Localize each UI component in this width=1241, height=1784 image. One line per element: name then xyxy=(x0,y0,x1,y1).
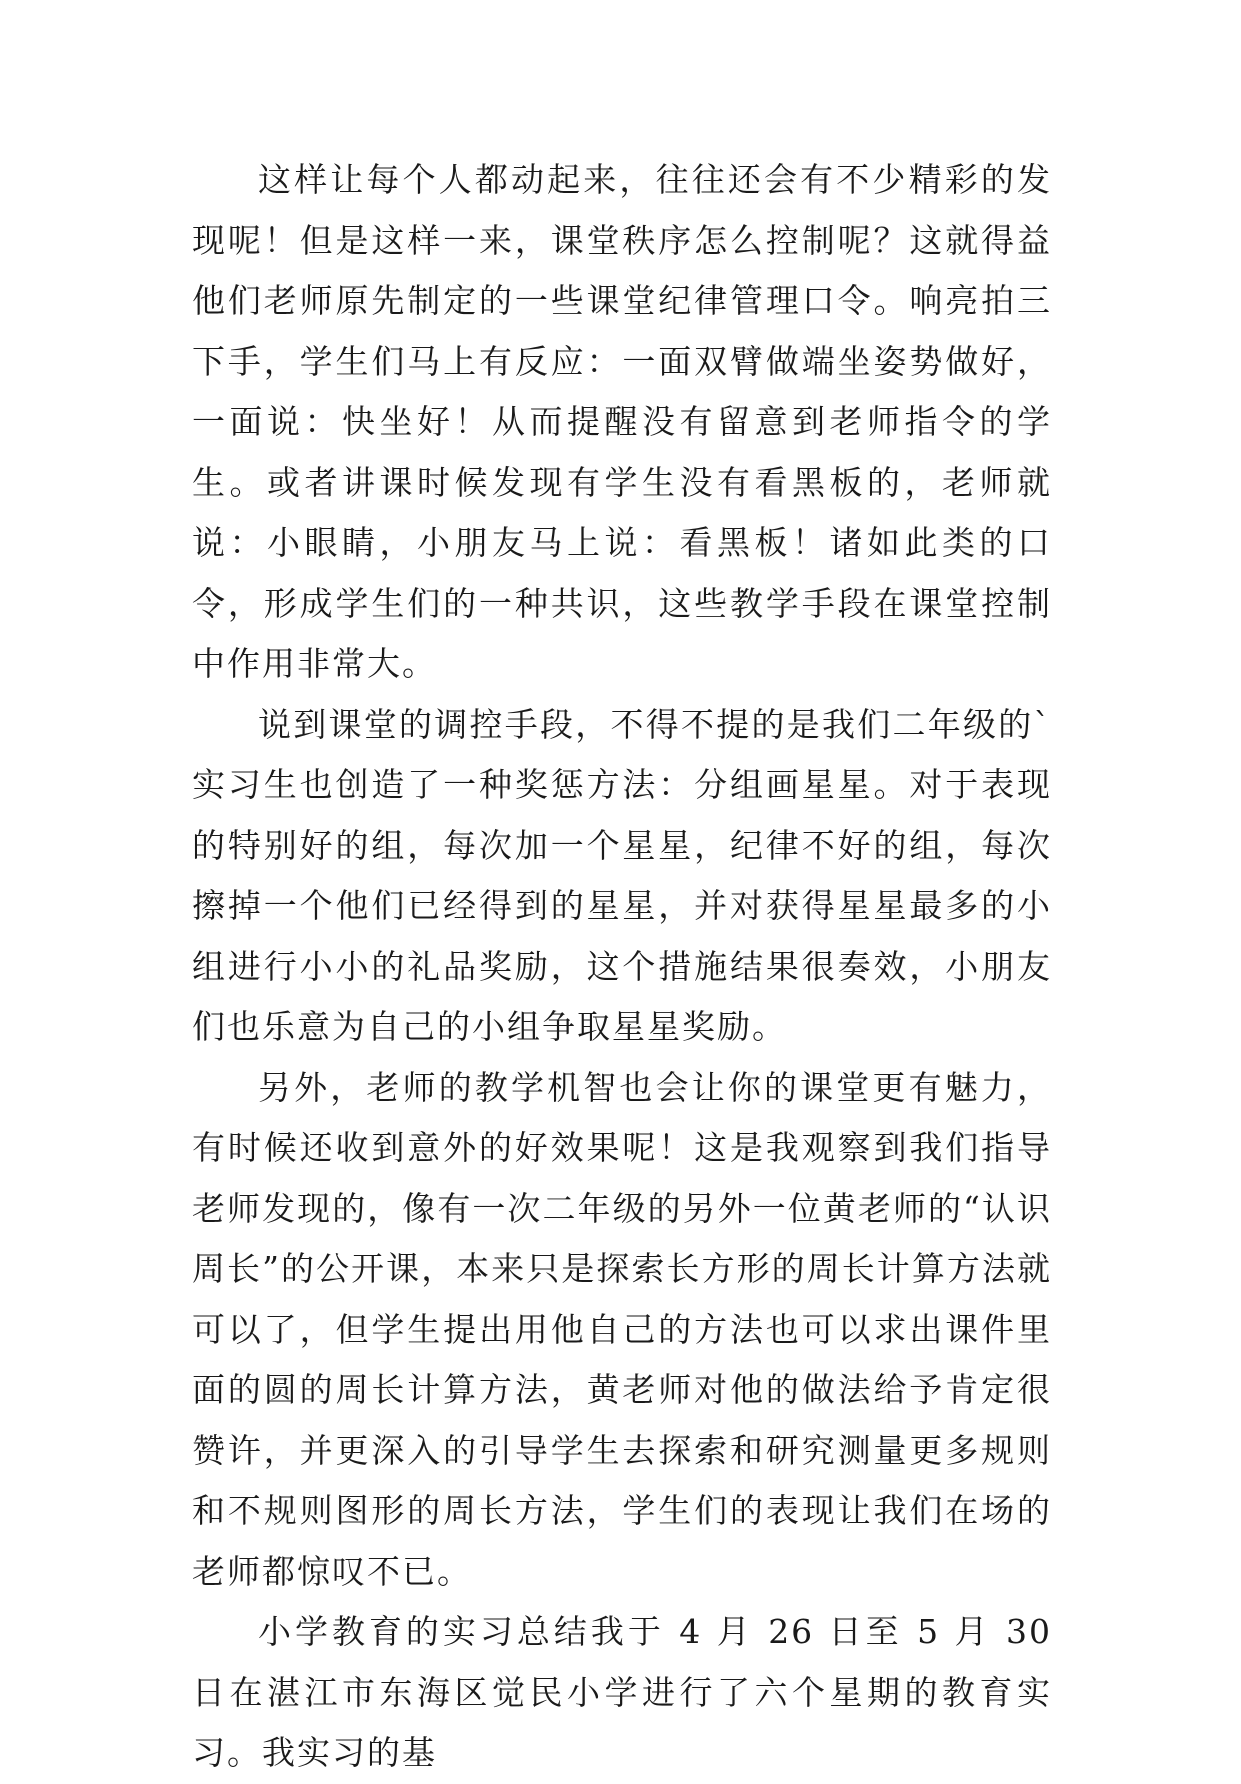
paragraph-classroom-commands: 这样让每个人都动起来，往往还会有不少精彩的发现呢！但是这样一来，课堂秩序怎么控制呢？这就得益他们老师原先制定的一些课堂纪律管理口令。响亮拍三下手，学生们马上有反应：一面双臂做端坐姿势做好，一面说：快坐好！从而提醒没有留意到老师指令的学生。或者讲课时候发现有学生没有看黑板的，老师就说：小眼睛，小朋友马上说：看黑板！诸如此类的口令，形成学生们的一种共识，这些教学手段在课堂控制中作用非常大。 xyxy=(192,160,1052,683)
paragraph-star-rewards: 说到课堂的调控手段，不得不提的是我们二年级的`实习生也创造了一种奖惩方法：分组画星星。对于表现的特别好的组，每次加一个星星，纪律不好的组，每次擦掉一个他们已经得到的星星，并对获得星星最多的小组进行小小的礼品奖励，这个措施结果很奏效，小朋友们也乐意为自己的小组争取星星奖励。 xyxy=(192,704,1052,1046)
paragraph-teaching-wit: 另外，老师的教学机智也会让你的课堂更有魅力，有时候还收到意外的好效果呢！这是我观察到我们指导老师发现的，像有一次二年级的另外一位黄老师的“认识周长”的公开课，本来只是探索长方形的周长计算方法就可以了，但学生提出用他自己的方法也可以求出课件里面的圆的周长计算方法，黄老师对他的做法给予肯定很赞许，并更深入的引导学生去探索和研究测量更多规则和不规则图形的周长方法，学生们的表现让我们在场的老师都惊叹不已。 xyxy=(192,1067,1052,1591)
document-body xyxy=(192,150,1052,1784)
paragraph-internship-summary: 小学教育的实习总结我于 4 月 26 日至 5 月 30 日在湛江市东海区觉民小学进行了六个星期的教育实习。我实习的基 xyxy=(192,1612,1052,1772)
